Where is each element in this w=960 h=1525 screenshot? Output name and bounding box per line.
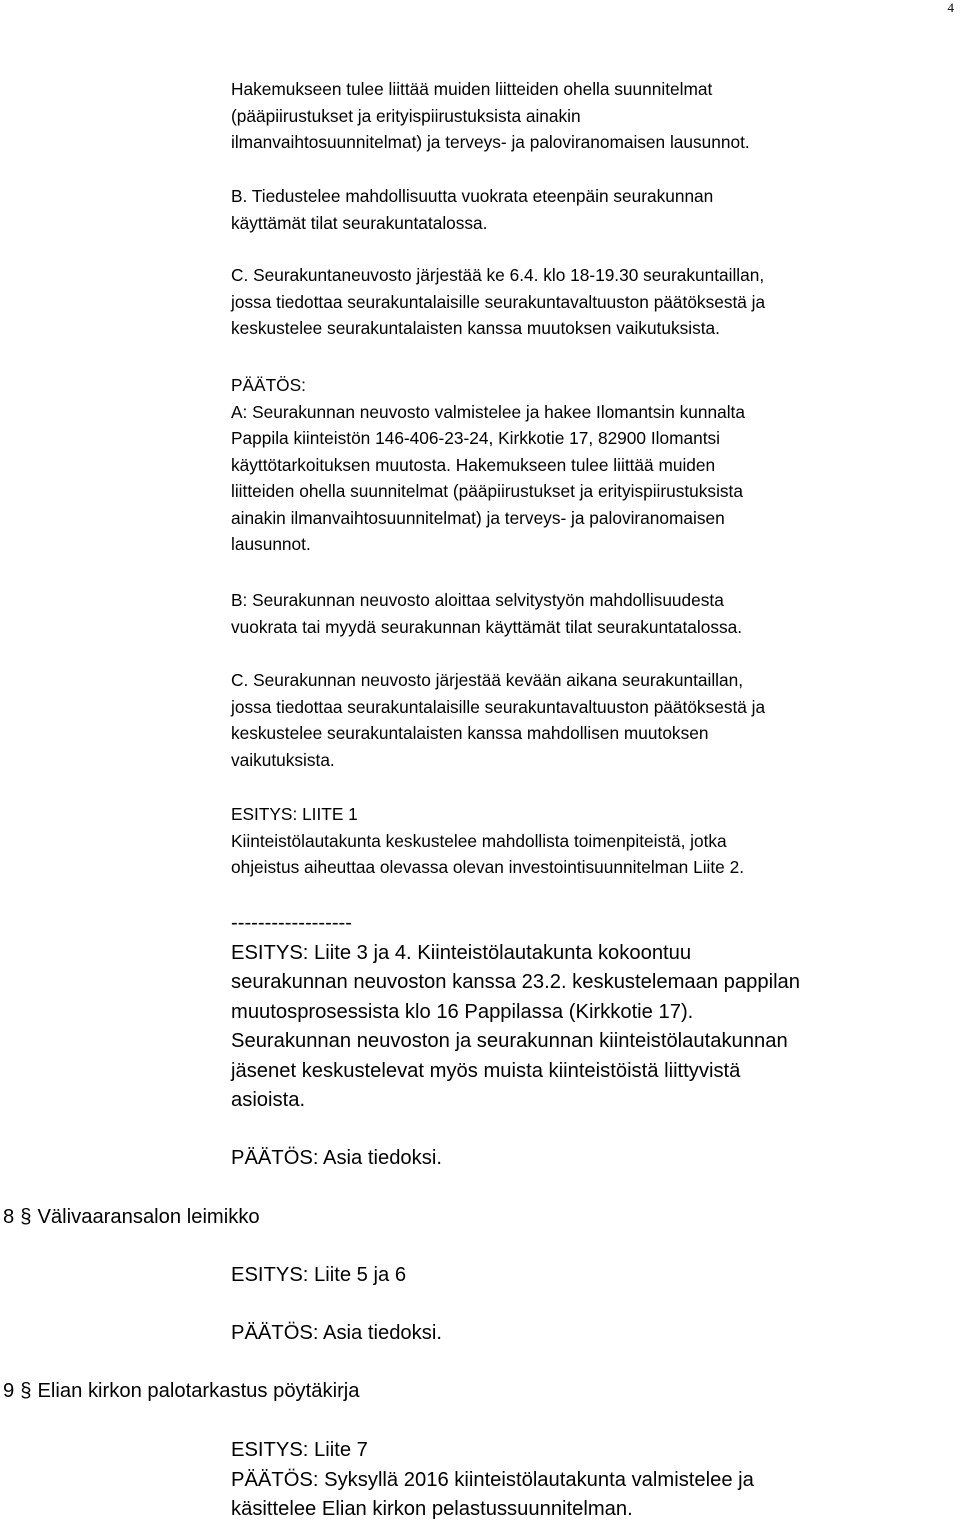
paragraph-proposal-liite-1 (231, 801, 744, 881)
text-line: A: Seurakunnan neuvosto valmistelee ja hakee Ilomantsin kunnalta (231, 401, 745, 422)
text-line: ESITYS: Liite 5 ja 6 (231, 1264, 407, 1286)
text-line: käsittelee Elian kirkon pelastussuunnitelman. (231, 1498, 633, 1520)
text-line: (pääpiirustukset ja erityispiirustuksista ainakin (231, 105, 581, 126)
section-sign: § (20, 1206, 32, 1228)
text-line: seurakunnan neuvoston kanssa 23.2. keskustelemaan pappilan (231, 971, 801, 993)
paragraph-decision-c (231, 667, 765, 773)
text-line: keskustelee seurakuntalaisten kanssa muutoksen vaikutuksista. (231, 318, 720, 338)
text-line: muutosprosessista klo 16 Pappilassa (Kirkkotie 17). (231, 1000, 694, 1023)
text-line: ESITYS: Liite 7 (231, 1439, 368, 1461)
text-line: liitteiden ohella suunnitelmat (pääpiirustukset ja erityispiirustuksista (231, 481, 743, 501)
paragraph-proposal-liite-7 (231, 1436, 754, 1525)
text-line: vuokrata tai myydä seurakunnan käyttämät tilat seurakuntatalossa. (231, 616, 743, 637)
text-line: Kiinteistölautakunta keskustelee mahdollista toimenpiteistä, jotka (231, 830, 727, 851)
paragraph-decision-noted-1 (231, 1144, 442, 1174)
text-line: ohjeistus aiheuttaa olevassa olevan investointisuunnitelman Liite 2. (231, 857, 745, 877)
text-line: ESITYS: LIITE 1 (231, 804, 358, 824)
text-line: Hakemukseen tulee liittää muiden liitteiden ohella suunnitelmat (231, 79, 713, 99)
text-line: asioista. (231, 1089, 306, 1111)
text-line: vaikutuksista. (231, 749, 335, 770)
text-line: C. Seurakunnan neuvosto järjestää kevään aikana seurakuntaillan, (231, 670, 744, 690)
text-line: jäsenet keskustelevat myös muista kiinteistöistä liittyvistä (231, 1059, 741, 1082)
text-line: PÄÄTÖS: Syksyllä 2016 kiinteistölautakunta valmistelee ja (231, 1468, 754, 1491)
section-number: 8 (3, 1206, 15, 1228)
text-line: keskustelee seurakuntalaisten kanssa mahdollisen muutoksen (231, 723, 709, 743)
paragraph-proposal-liite-5-6 (231, 1261, 406, 1291)
separator-line: ------------------ (231, 912, 353, 934)
text-line: lausunnot. (231, 534, 311, 554)
section-sign: § (20, 1380, 32, 1402)
text-line: C. Seurakuntaneuvosto järjestää ke 6.4. klo 18-19.30 seurakuntaillan, (231, 265, 765, 285)
section-heading-9 (3, 1377, 360, 1405)
text-line: Pappila kiinteistön 146-406-23-24, Kirkkotie 17, 82900 Ilomantsi (231, 428, 720, 448)
text-line: käyttämät tilat seurakuntatalossa. (231, 212, 488, 233)
text-line: ESITYS: Liite 3 ja 4. Kiinteistölautakunta kokoontuu (231, 941, 692, 964)
text-line: ilmanvaihtosuunnitelmat) ja terveys- ja paloviranomaisen lausunnot. (231, 132, 750, 152)
text-line: B. Tiedustelee mahdollisuutta vuokrata eteenpäin seurakunnan (231, 186, 714, 206)
paragraph-decision-a (231, 372, 745, 558)
decision-heading: PÄÄTÖS: (231, 375, 306, 395)
text-line: käyttötarkoituksen muutosta. Hakemukseen tulee liittää muiden (231, 454, 716, 475)
text-line: PÄÄTÖS: Asia tiedoksi. (231, 1147, 442, 1169)
text-line: Seurakunnan neuvoston ja seurakunnan kiinteistölautakunnan (231, 1030, 788, 1052)
text-line: B: Seurakunnan neuvosto aloittaa selvitystyön mahdollisuudesta (231, 590, 724, 610)
paragraph-rent-inquiry (231, 183, 713, 236)
section-heading-8 (3, 1203, 260, 1231)
paragraph-application-attachments (231, 76, 750, 156)
section-title: Elian kirkon palotarkastus pöytäkirja (37, 1380, 360, 1402)
section-number: 9 (3, 1380, 15, 1402)
text-line: jossa tiedottaa seurakuntalaisille seurakuntavaltuuston päätöksestä ja (231, 696, 766, 717)
paragraph-parish-evening (231, 262, 765, 342)
text-line: ainakin ilmanvaihtosuunnitelmat) ja terveys- ja paloviranomaisen (231, 507, 725, 528)
page-number: 4 (947, 0, 954, 15)
paragraph-decision-noted-2 (231, 1319, 442, 1349)
paragraph-decision-b (231, 587, 742, 640)
text-line: jossa tiedottaa seurakuntalaisille seurakuntavaltuuston päätöksestä ja (231, 291, 766, 312)
text-line: PÄÄTÖS: Asia tiedoksi. (231, 1322, 442, 1344)
section-title: Välivaaransalon leimikko (37, 1206, 260, 1228)
paragraph-proposal-liite-3-4 (231, 909, 800, 1116)
